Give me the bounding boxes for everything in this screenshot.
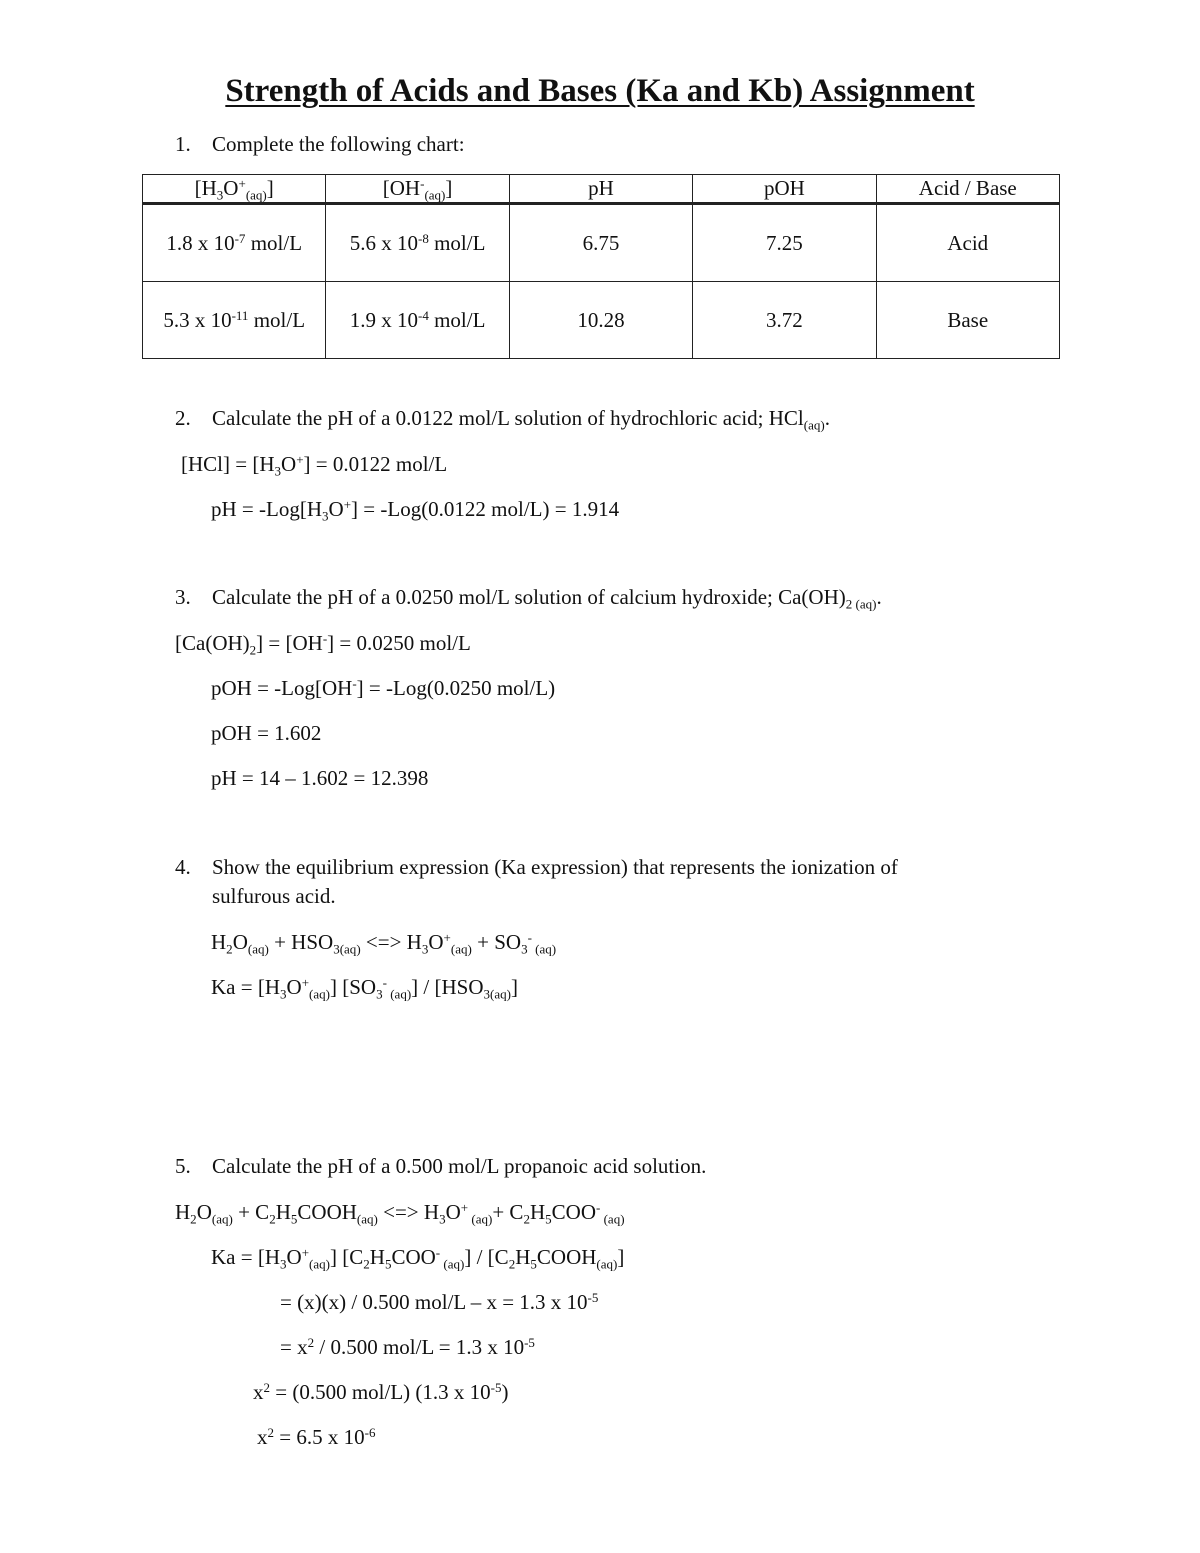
question-text: Calculate the pH of a 0.500 mol/L propanoic acid solution. — [212, 1154, 707, 1178]
header-ph: pH — [509, 175, 692, 204]
cell-oh: 5.6 x $10^{-8}$ mol/L — [326, 204, 509, 282]
page-title: Strength of Acids and Bases (Ka and Kb) Assignment — [225, 73, 975, 109]
table-header-row — [143, 175, 1060, 204]
cell-ph: 10.28 — [509, 282, 692, 359]
q3-line-2: pOH = -Log[OH-] = -Log(0.0250 mol/L) — [211, 675, 556, 700]
question-text: Show the equilibrium expression (Ka expression) that represents the ionization of — [212, 855, 898, 879]
question-number: 4. — [175, 855, 191, 879]
header-acid-base: Acid / Base — [876, 175, 1059, 204]
header-oh: $[OH^-_{(aq)}]$ — [326, 175, 509, 204]
question-text: Calculate the pH of a 0.0122 mol/L solution of hydrochloric acid; HCl — [212, 406, 804, 430]
question-number: 3. — [175, 585, 191, 609]
question-number: 2. — [175, 406, 191, 430]
cell-type: Acid — [876, 204, 1059, 282]
header-poh: pOH — [693, 175, 876, 204]
q5-line-3: $x^2 = (0.500$ mol/L) (1.3 x $10^{-5}$) — [253, 1379, 509, 1404]
q2-line-1: $[HCl] = [H_3O^+] = 0.0122$ mol/L — [181, 451, 448, 479]
cell-ph: 6.75 — [509, 204, 692, 282]
question-4-continued: sulfurous acid. — [212, 884, 336, 908]
cell-poh: 3.72 — [693, 282, 876, 359]
q5-equation: $H_2O_{(aq)}$ + $C_2H_5COOH_{(aq)}$ <=> $H_3O^+$ $_{(aq)}+ C_2H_5COO^-$ $_{(aq)}$ — [175, 1199, 625, 1227]
question-5 — [175, 1154, 706, 1179]
cell-poh: 7.25 — [693, 204, 876, 282]
question-4 — [175, 855, 898, 880]
q5-line-1: = (x)(x) / 0.500 mol/L – x = 1.3 x $10^{-5}$ — [280, 1289, 599, 1314]
question-number: 5. — [175, 1154, 191, 1178]
q2-line-2: pH = $-Log[H_3O^+] = -Log(0.0122$ mol/L) = 1.914 — [211, 496, 620, 524]
question-1 — [175, 132, 465, 157]
cell-h3o: 5.3 x $10^{-11}$ mol/L — [143, 282, 326, 359]
question-text: Calculate the pH of a 0.0250 mol/L solution of calcium hydroxide; Ca(OH) — [212, 585, 846, 609]
question-3: 3. Calculate the pH of a 0.0250 mol/L solution of calcium hydroxide; $Ca(OH)_{2 (aq)}$. — [175, 585, 882, 612]
q4-equation: $H_2O_{(aq)} + HSO_{3(aq)}$ <=> $H_3O^+_{(aq)} + SO_3^-$ $_{(aq)}$ — [211, 929, 557, 957]
cell-oh: 1.9 x $10^{-4}$ mol/L — [326, 282, 509, 359]
cell-h3o: 1.8 x $10^{-7}$ mol/L — [143, 204, 326, 282]
table-row — [143, 282, 1060, 359]
q5-ka-expression: $Ka = [H_3O^+_{(aq)}]$ [$C_2H_5COO^-$ $_{(aq)}] / [C_2H_5COOH_{(aq)}]$ — [211, 1244, 625, 1272]
q3-line-3: pOH = 1.602 — [211, 721, 322, 745]
chart-table — [142, 174, 1060, 359]
q4-ka-expression: $Ka = [H_3O^+_{(aq)}]$ [$SO_3^-$ $_{(aq)}] / [HSO_{3(aq)}]$ — [211, 974, 518, 1002]
question-text: Complete the following chart: — [212, 132, 465, 156]
q5-line-2: = $x^2 / 0.500$ mol/L = 1.3 x $10^{-5}$ — [280, 1334, 535, 1359]
q3-line-1: $[Ca(OH)_2] = [OH^-] = 0.0250$ mol/L — [175, 630, 471, 658]
question-2: 2. Calculate the pH of a 0.0122 mol/L solution of hydrochloric acid; HCl$_{(aq)}$. — [175, 406, 830, 433]
q5-line-4: $x^2 = 6.5$ x $10^{-6}$ — [257, 1424, 376, 1449]
question-number: 1. — [175, 132, 191, 156]
header-h3o: $[H_3O^+_{(aq)}]$ — [143, 175, 326, 204]
cell-type: Base — [876, 282, 1059, 359]
q3-line-4: pH = 14 – 1.602 = 12.398 — [211, 766, 429, 790]
table-row — [143, 204, 1060, 282]
